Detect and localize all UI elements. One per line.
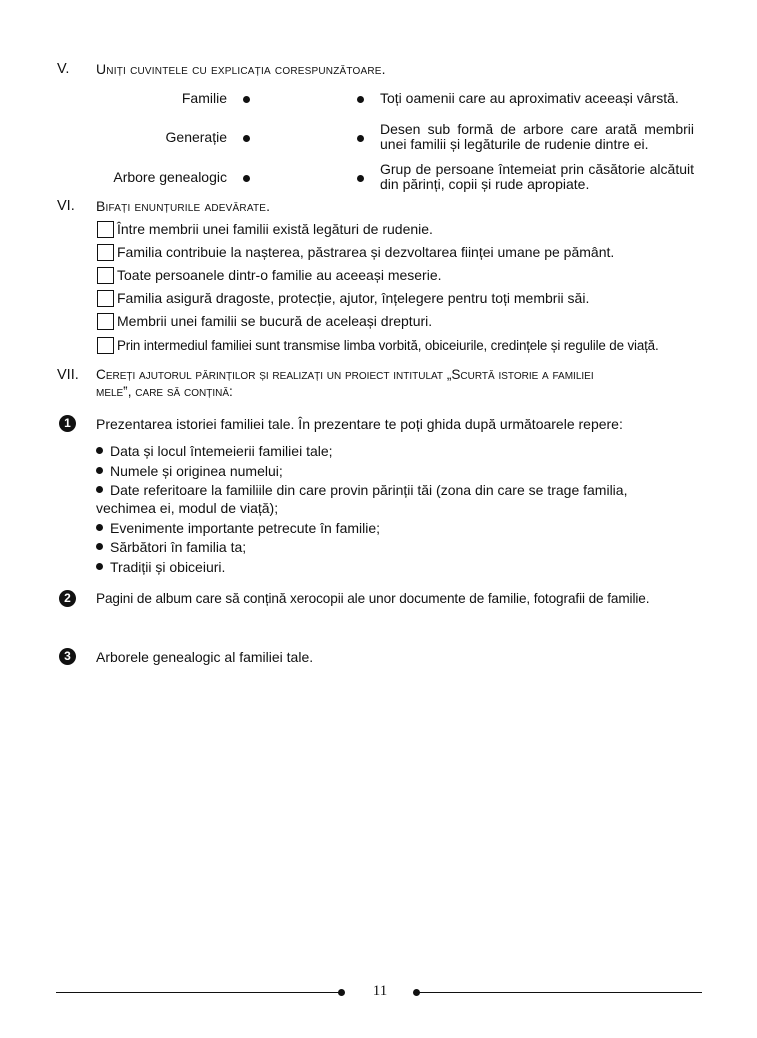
term-dot[interactable]	[243, 96, 250, 103]
section-vii-heading-line2: mele‟, care să conțină:	[96, 384, 233, 399]
footer-rule-right	[417, 992, 702, 993]
definition-dot[interactable]	[357, 96, 364, 103]
statement-checkbox[interactable]	[97, 244, 114, 261]
term-familie: Familie	[181, 90, 227, 106]
number-three-icon: 3	[59, 648, 76, 665]
statement-row	[97, 219, 433, 239]
section-vi-number: VI.	[57, 198, 75, 214]
definition-dot[interactable]	[357, 175, 364, 182]
statement-text: Familia asigură dragoste, protecție, ajutor, înțelegere pentru toți membrii săi.	[117, 290, 590, 306]
sub-item: Data și locul întemeierii familiei tale;	[96, 443, 333, 459]
bullet-icon	[96, 524, 103, 531]
section-v-number: V.	[57, 61, 70, 77]
section-vii-number: VII.	[57, 367, 79, 383]
statement-checkbox[interactable]	[97, 221, 114, 238]
section-vii-heading-line1: Cereți ajutorul părinților și realizați un proiect intitulat „Scurtă istorie a familiei	[96, 367, 594, 382]
bullet-icon	[96, 563, 103, 570]
statement-checkbox[interactable]	[97, 290, 114, 307]
footer-dot-left	[338, 989, 345, 996]
statement-text: Prin intermediul familiei sunt transmise limba vorbită, obiceiurile, credințele și regulile de viață.	[117, 337, 659, 353]
statement-text: Familia contribuie la nașterea, păstrarea și dezvoltarea ființei umane pe pământ.	[117, 244, 615, 260]
bullet-icon	[96, 543, 103, 550]
bullet-icon	[96, 467, 103, 474]
project-item-1: Prezentarea istoriei familiei tale. În prezentare te poți ghida după următoarele repere:	[96, 416, 623, 432]
sub-item: Tradiții și obiceiuri.	[96, 559, 225, 575]
statement-text: Toate persoanele dintr-o familie au aceeași meserie.	[117, 267, 442, 283]
footer-rule-left	[56, 992, 342, 993]
statement-text: Între membrii unei familii există legături de rudenie.	[117, 221, 433, 237]
bullet-icon	[96, 486, 103, 493]
statement-checkbox[interactable]	[97, 267, 114, 284]
statement-row	[97, 242, 614, 262]
definition-2: Desen sub formă de arbore care arată membrii unei familii și legăturile de rudenie dintre ei.	[380, 121, 694, 152]
page-number: 11	[372, 983, 388, 999]
statement-row	[97, 265, 442, 285]
statement-checkbox[interactable]	[97, 337, 114, 354]
statement-checkbox[interactable]	[97, 313, 114, 330]
definition-dot[interactable]	[357, 135, 364, 142]
term-dot[interactable]	[243, 175, 250, 182]
sub-item: Sărbători în familia ta;	[96, 539, 246, 555]
statement-row	[97, 335, 659, 355]
statement-row	[97, 288, 589, 308]
statement-row	[97, 311, 432, 331]
sub-item: Evenimente importante petrecute în familie;	[96, 520, 380, 536]
project-item-2: Pagini de album care să conțină xerocopii ale unor documente de familie, fotografii de familie.	[96, 591, 650, 606]
section-v-heading: Uniți cuvintele cu explicația corespunzătoare.	[96, 61, 386, 77]
definition-1: Toți oamenii care au aproximativ aceeași vârstă.	[380, 90, 679, 106]
number-two-icon: 2	[59, 590, 76, 607]
number-one-icon: 1	[59, 415, 76, 432]
sub-item: Date referitoare la familiile din care provin părinții tăi (zona din care se trage familia,	[96, 482, 627, 498]
bullet-icon	[96, 447, 103, 454]
sub-item-continuation: vechimea ei, modul de viață);	[96, 500, 279, 516]
term-arbore-genealogic: Arbore genealogic	[113, 169, 227, 185]
statement-text: Membrii unei familii se bucură de aceleași drepturi.	[117, 313, 433, 329]
definition-3: Grup de persoane întemeiat prin căsătorie alcătuit din părinți, copii și rude apropiate.	[380, 161, 694, 192]
term-dot[interactable]	[243, 135, 250, 142]
section-vi-heading: Bifați enunțurile adevărate.	[96, 198, 271, 214]
project-item-3: Arborele genealogic al familiei tale.	[96, 649, 314, 665]
term-generatie: Generație	[165, 129, 227, 145]
sub-item: Numele și originea numelui;	[96, 463, 283, 479]
